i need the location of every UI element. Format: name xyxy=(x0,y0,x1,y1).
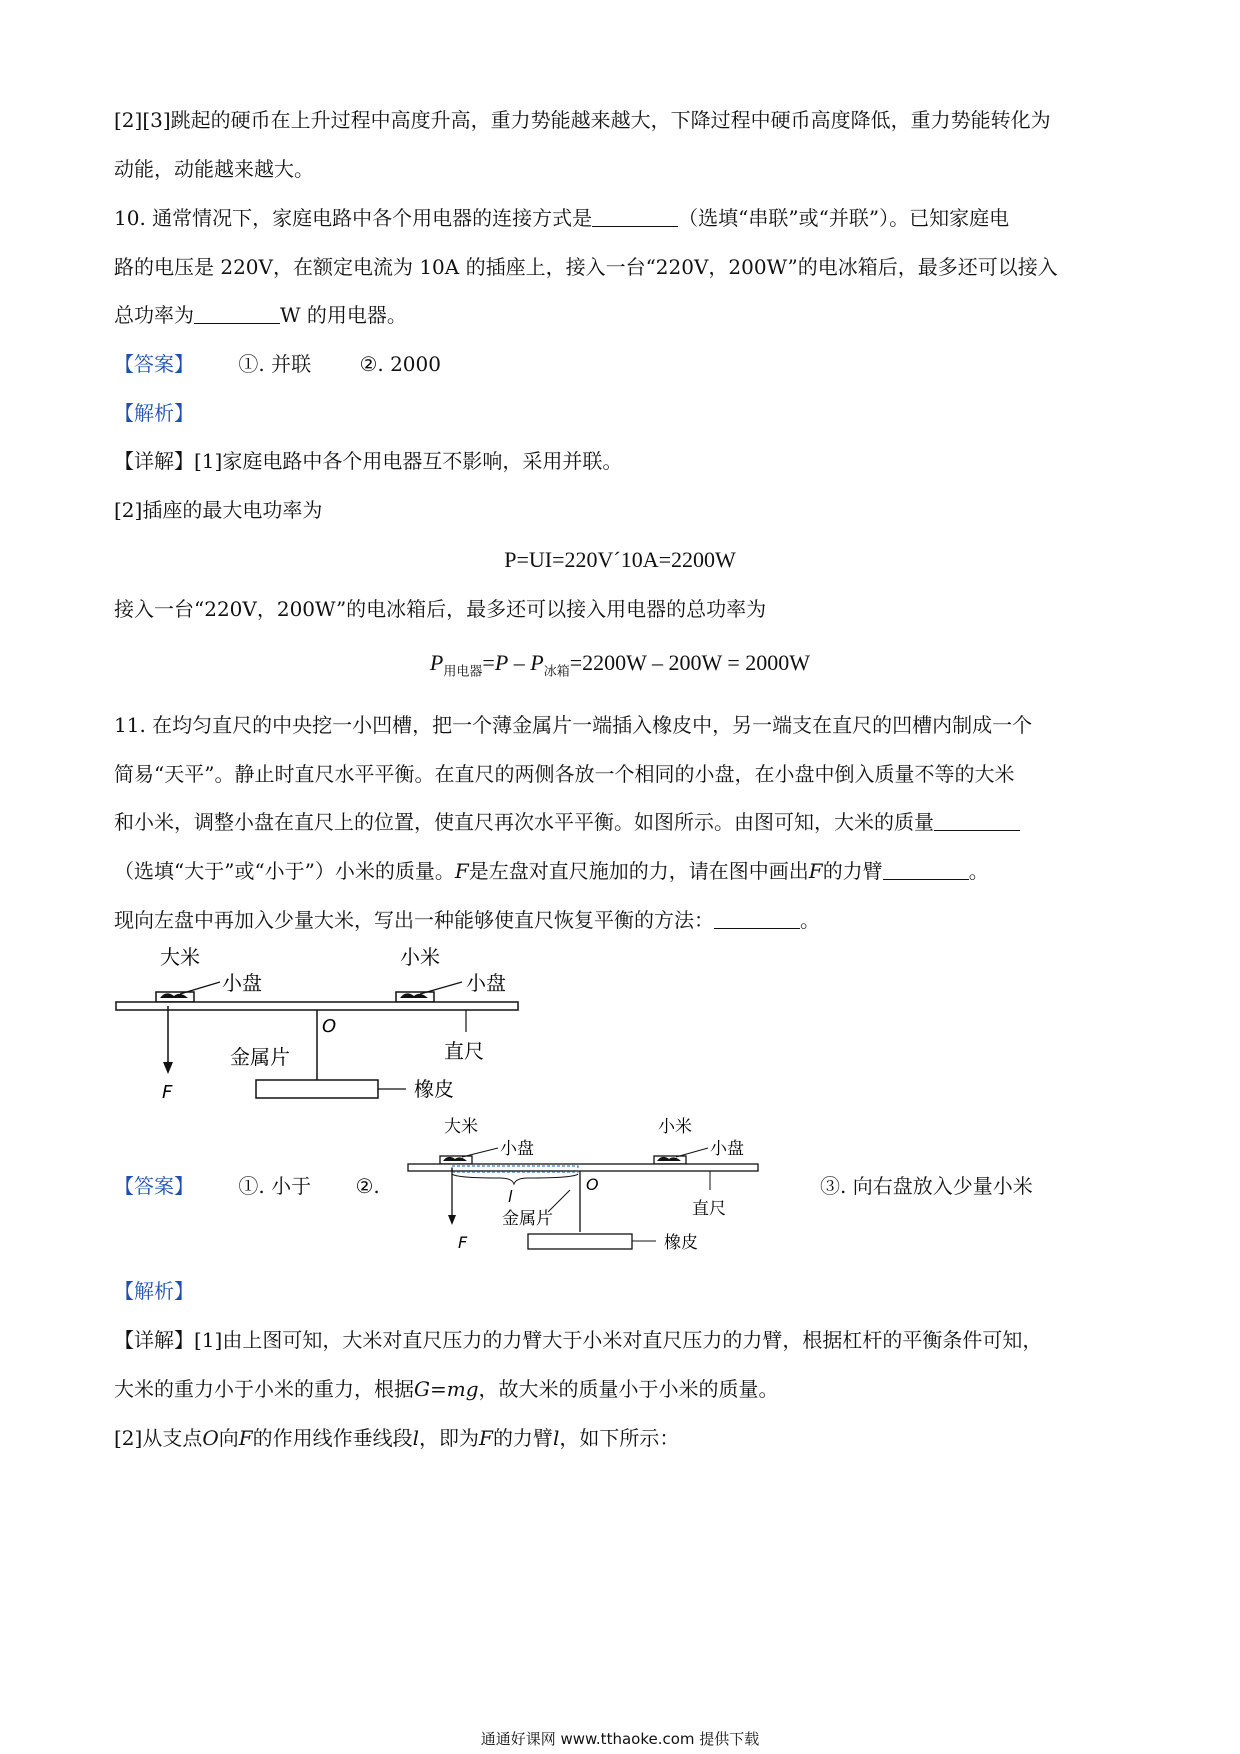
label-millet: 小米 xyxy=(658,1117,692,1137)
math-var: F xyxy=(454,859,469,883)
text: （选填“大于”或“小于”）小米的质量。 xyxy=(114,859,455,883)
detail-line: [2]插座的最大电功率为 xyxy=(114,498,323,522)
question-10-line: 路的电压是 220V，在额定电流为 10A 的插座上，接入一台“220V，200W”的电冰箱后，最多还可以接入 xyxy=(114,255,1058,279)
label-metal: 金属片 xyxy=(502,1209,553,1229)
question-10-line xyxy=(114,204,1009,232)
analysis-tag: 【解析】 xyxy=(114,1279,194,1303)
answer-tag: 【答案】 xyxy=(114,1174,194,1198)
text: 现向左盘中再加入少量大米，写出一种能够使直尺恢复平衡的方法： xyxy=(114,908,714,932)
arrow-head xyxy=(163,1062,173,1074)
math-var: F xyxy=(479,1426,493,1450)
answer-blank xyxy=(194,303,280,324)
answer-item: ①. 小于 xyxy=(238,1174,312,1198)
leader-line xyxy=(180,982,220,994)
rice-pile xyxy=(160,993,188,998)
equation-rhs: =2200W – 200W = 2000W xyxy=(569,650,811,675)
question-11-line: 11. 在均匀直尺的中央挖一小凹槽，把一个薄金属片一端插入橡皮中，另一端支在直尺的凹槽内制成一个 xyxy=(114,713,1033,737)
math-var: l xyxy=(412,1426,420,1450)
question-11-line xyxy=(114,906,820,934)
label-force: F xyxy=(458,1233,468,1252)
math-var: l xyxy=(552,1426,560,1450)
label-rice: 大米 xyxy=(160,945,200,969)
subscript: 用电器 xyxy=(443,663,483,679)
label-pan-left: 小盘 xyxy=(222,971,262,995)
label-eraser: 橡皮 xyxy=(664,1233,698,1253)
math-var: G=mg xyxy=(414,1377,479,1401)
balance-figure xyxy=(110,940,530,1110)
answer-tag: 【答案】 xyxy=(114,352,194,376)
answer-blank xyxy=(592,206,678,227)
answer-item: ②. xyxy=(355,1174,380,1198)
text: 的力臂 xyxy=(492,1426,553,1450)
answer-blank xyxy=(883,859,969,880)
detail-line xyxy=(114,1326,1042,1354)
label-ruler: 直尺 xyxy=(444,1039,484,1063)
eraser-block xyxy=(256,1080,378,1098)
answer-line xyxy=(114,1172,380,1200)
math-var: F xyxy=(238,1426,253,1450)
math-var: F xyxy=(808,859,823,883)
millet-pile xyxy=(657,1157,681,1161)
brace xyxy=(452,1174,578,1184)
label-pivot: O xyxy=(586,1175,599,1194)
detail-line xyxy=(114,1375,779,1403)
leader-line xyxy=(420,982,462,994)
text: 向 xyxy=(218,1426,239,1450)
detail-line xyxy=(114,1424,679,1452)
text: 大米的重力小于小米的重力，根据 xyxy=(114,1377,414,1401)
detail-tag: 【详解】 xyxy=(114,1328,194,1352)
label-pivot: O xyxy=(322,1016,337,1037)
answer-item: ③. 向右盘放入少量小米 xyxy=(820,1174,1033,1198)
question-11-line xyxy=(114,808,1020,836)
text: [1]家庭电路中各个用电器互不影响，采用并联。 xyxy=(194,449,623,473)
footer: 通通好课网 www.tthaoke.com 提供下载 xyxy=(480,1730,760,1748)
label-pan-left: 小盘 xyxy=(500,1139,534,1159)
text-line: [2][3]跳起的硬币在上升过程中高度升高，重力势能越来越大，下降过程中硬币高度降低，重力势能转化为 xyxy=(114,108,1051,132)
math-var: O xyxy=(202,1426,219,1450)
label-rice: 大米 xyxy=(444,1117,478,1137)
text: 的力臂 xyxy=(822,859,883,883)
label-force: F xyxy=(162,1082,173,1103)
text-line: 动能，动能越来越大。 xyxy=(114,157,314,181)
text: 和小米，调整小盘在直尺上的位置，使直尺再次水平平衡。如图所示。由图可知，大米的质量 xyxy=(114,810,934,834)
text: ，即为 xyxy=(419,1426,480,1450)
text: （选填“串联”或“并联”）。已知家庭电 xyxy=(678,206,1010,230)
balance-answer-figure xyxy=(400,1112,760,1262)
detail-tag: 【详解】 xyxy=(114,449,194,473)
analysis-tag: 【解析】 xyxy=(114,401,194,425)
answer-blank xyxy=(934,810,1020,831)
arrow-head xyxy=(448,1215,456,1225)
label-millet: 小米 xyxy=(400,945,440,969)
answer-blank xyxy=(714,908,800,929)
text: [2]从支点 xyxy=(114,1426,203,1450)
text: W 的用电器。 xyxy=(280,303,407,327)
label-pan-right: 小盘 xyxy=(466,971,506,995)
text: 。 xyxy=(968,859,989,883)
text: 10. 通常情况下，家庭电路中各个用电器的连接方式是 xyxy=(114,206,593,230)
question-11-line: 简易“天平”。静止时直尺水平平衡。在直尺的两侧各放一个相同的小盘，在小盘中倒入质量不等的大米 xyxy=(114,762,1015,786)
equation-2: $P_{用电器}=P - P_{冰箱}=2200W - 200W = 2000W$ xyxy=(429,650,811,679)
answer-line xyxy=(114,350,441,378)
answer-item: ①. 并联 xyxy=(238,352,312,376)
label-pan-right: 小盘 xyxy=(710,1139,744,1159)
text: [1]由上图可知，大米对直尺压力的力臂大于小米对直尺压力的力臂，根据杠杆的平衡条件可知， xyxy=(194,1328,1043,1352)
subscript: 冰箱 xyxy=(543,663,570,679)
ruler-bar xyxy=(408,1164,758,1171)
equation-1: P=UI=220V´10A=2200W xyxy=(504,547,736,572)
label-metal: 金属片 xyxy=(230,1045,290,1069)
question-11-line xyxy=(114,857,989,885)
detail-line xyxy=(114,447,622,475)
detail-line: 接入一台“220V，200W”的电冰箱后，最多还可以接入用电器的总功率为 xyxy=(114,597,767,621)
label-eraser: 橡皮 xyxy=(414,1077,454,1101)
eraser-block xyxy=(528,1234,632,1249)
text: 。 xyxy=(800,908,820,932)
millet-pile xyxy=(400,993,428,998)
text: 是左盘对直尺施加的力，请在图中画出 xyxy=(468,859,809,883)
label-arm: l xyxy=(508,1187,513,1206)
leader-line xyxy=(462,1148,498,1157)
ruler-bar xyxy=(116,1002,518,1010)
text: ，如下所示： xyxy=(559,1426,680,1450)
text: 总功率为 xyxy=(114,303,194,327)
text: ，故大米的质量小于小米的质量。 xyxy=(478,1377,779,1401)
answer-item: ②. 2000 xyxy=(359,352,441,376)
label-ruler: 直尺 xyxy=(692,1199,726,1219)
question-10-line xyxy=(114,301,407,329)
leader-line xyxy=(676,1148,708,1157)
text: 的作用线作垂线段 xyxy=(252,1426,413,1450)
rice-pile xyxy=(443,1157,467,1161)
